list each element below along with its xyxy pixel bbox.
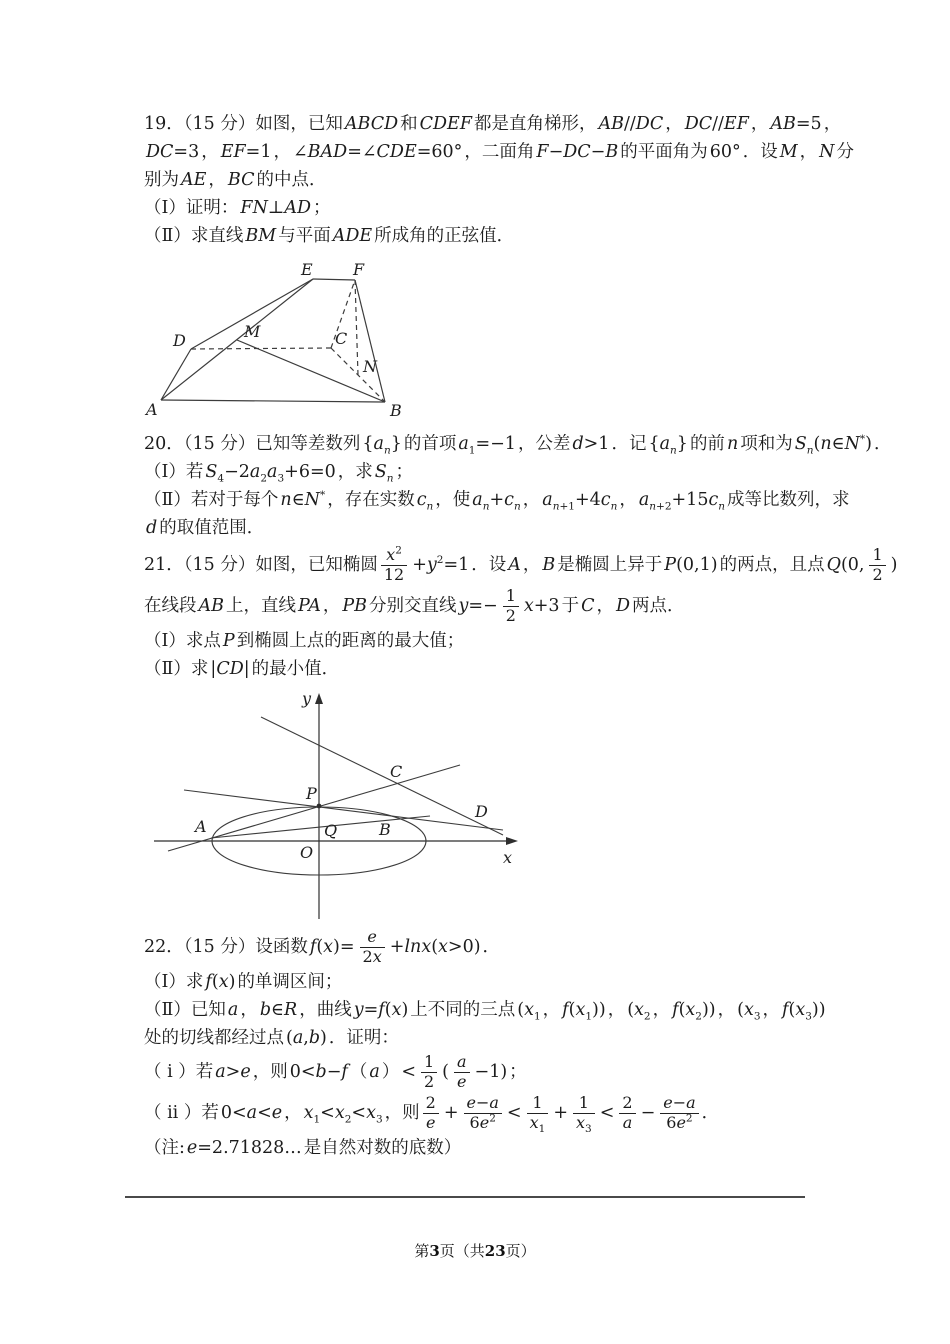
- figure-label-E: E: [301, 262, 313, 279]
- x-axis-arrow: [506, 837, 518, 845]
- math-run: Q(0,: [826, 554, 865, 575]
- text-run: ．设: [742, 142, 778, 162]
- text-run: ，: [823, 114, 842, 134]
- fraction: $\frac{e-a}{6e^2}$: [660, 1093, 698, 1134]
- text-run: 所成角的正弦值．: [374, 226, 515, 246]
- math-run: $\{a_n\}$: [648, 434, 688, 457]
- text-run: ，: [284, 1102, 302, 1123]
- text-run: （Ⅰ）证明：: [144, 198, 239, 218]
- problem-21-text: [144, 544, 898, 683]
- figure-label-B: B: [379, 819, 391, 839]
- figure-label-M: M: [244, 322, 261, 341]
- figure-label-A: A: [195, 816, 207, 836]
- problem-21: [144, 544, 898, 924]
- text-line: [144, 586, 864, 627]
- text-run: ，: [762, 999, 781, 1020]
- math-run: AB: [198, 595, 225, 616]
- footer-text-suffix: 页）: [505, 1242, 536, 1260]
- text-run: 的前: [689, 434, 725, 454]
- math-run: f(x): [205, 971, 236, 992]
- text-line: [144, 222, 864, 250]
- text-run: ，存在实数: [327, 490, 415, 510]
- text-run: 是自然对数的底数）: [303, 1137, 462, 1158]
- math-run: 0<a<e: [220, 1102, 283, 1123]
- math-run: $c_n$: [416, 490, 434, 513]
- text-run: ，: [240, 999, 258, 1020]
- text-run: ）: [381, 1061, 400, 1082]
- text-run: ，: [201, 142, 219, 162]
- text-run: 21．（15 分）如图，已知椭圆: [144, 554, 378, 575]
- text-run: 到椭圆上点的距离的最大值；: [236, 630, 465, 651]
- figure-label-A: A: [146, 400, 158, 419]
- math-run: $f(x_2)$): [672, 999, 716, 1023]
- figure-19-edges: [161, 279, 385, 402]
- math-run: y=−: [458, 595, 498, 616]
- math-run: <: [401, 1061, 416, 1082]
- text-run: ，则: [384, 1102, 420, 1123]
- math-run: n∈N*: [280, 489, 326, 510]
- text-run: 的两点，且点: [719, 554, 825, 575]
- text-line: [144, 110, 864, 138]
- math-run: $f(x_1)$): [562, 999, 606, 1023]
- problem-22: [144, 927, 864, 1162]
- math-run: −: [640, 1102, 656, 1123]
- text-run: 的首项: [403, 434, 457, 454]
- problem-19: [144, 110, 864, 424]
- fraction: $\frac{1}{2}$: [869, 545, 885, 586]
- text-line: [144, 486, 864, 514]
- text-run: ．证明：: [328, 1027, 399, 1048]
- text-run: ，曲线: [299, 999, 352, 1020]
- text-run: ，: [750, 114, 769, 134]
- math-run: d: [146, 518, 158, 538]
- math-run: a>e: [215, 1061, 251, 1082]
- math-run: d>1: [572, 434, 610, 454]
- math-run: ): [890, 554, 898, 575]
- text-run: 和: [400, 114, 418, 134]
- text-line: [144, 514, 864, 542]
- text-run: ，: [652, 999, 671, 1020]
- math-run: ($x_2$: [627, 999, 651, 1023]
- text-run: 成等比数列，求: [727, 490, 850, 510]
- math-run: PB: [342, 595, 367, 616]
- text-run: ，: [596, 595, 614, 616]
- math-run: 0<b−f: [289, 1061, 348, 1082]
- text-run: ．设: [471, 554, 507, 575]
- text-run: ，: [542, 999, 561, 1020]
- math-run: +lnx(x>0): [389, 936, 481, 957]
- math-run: x+3: [523, 595, 560, 616]
- math-run: DC=3: [146, 142, 200, 162]
- figure-label-C: C: [390, 761, 403, 781]
- math-run: B: [542, 554, 556, 575]
- fraction: $\frac{2}{e}$: [423, 1093, 439, 1134]
- text-line: [144, 544, 898, 586]
- math-run: a: [227, 999, 239, 1020]
- text-line: [144, 458, 864, 486]
- math-run: $a_{n+1}+4c_n$: [542, 490, 618, 513]
- math-run: P: [222, 630, 235, 651]
- math-run: DC//EF: [684, 114, 749, 134]
- figure-21-labels: [193, 689, 512, 867]
- text-run: 分别交直线: [368, 595, 457, 616]
- text-run: 19．（15 分）如图，已知: [144, 114, 343, 134]
- text-run: ，: [208, 170, 226, 190]
- y-axis-arrow: [315, 693, 323, 704]
- text-run: ，: [522, 554, 541, 575]
- math-run: $S_4-2a_2a_3+6=0$: [205, 462, 336, 485]
- text-run: ，: [619, 490, 637, 510]
- math-run: AE: [181, 170, 207, 190]
- fraction: $\frac{a}{e}$: [454, 1052, 470, 1093]
- text-run: （Ⅰ）求: [144, 971, 204, 992]
- text-run: ；: [313, 198, 331, 218]
- point-P-dot: [317, 803, 322, 808]
- math-run: N: [819, 142, 835, 162]
- math-run: BC: [227, 170, 255, 190]
- text-run: 项和为: [740, 434, 793, 454]
- text-line: [144, 996, 864, 1024]
- math-run: n: [726, 434, 739, 454]
- text-run: 22．（15 分）设函数: [144, 936, 308, 957]
- text-run: ，: [665, 114, 683, 134]
- fraction: $\frac{1}{2}$: [421, 1052, 437, 1093]
- math-run: A: [508, 554, 521, 575]
- text-run: 的最小值．: [251, 658, 340, 679]
- text-run: ；: [509, 1061, 527, 1082]
- problem-20-text: [144, 430, 892, 542]
- text-run: （Ⅱ）已知: [144, 999, 226, 1020]
- fraction: $\frac{e}{2x}$: [360, 927, 385, 968]
- text-line: [144, 1024, 864, 1052]
- page-number: 3: [429, 1242, 440, 1260]
- text-run: 分: [836, 142, 854, 162]
- math-run: a: [369, 1061, 380, 1082]
- math-run: f(x)=: [309, 936, 355, 957]
- math-run: $S_n(n\in N^*)$: [794, 433, 872, 457]
- text-run: （Ⅱ）求: [144, 658, 209, 679]
- text-run: 在线段: [144, 595, 197, 616]
- text-line: [144, 968, 864, 996]
- text-run: ，: [607, 999, 626, 1020]
- text-run: ，: [322, 595, 341, 616]
- text-run: 的单调区间；: [237, 971, 343, 992]
- text-run: （ ii ）若: [144, 1102, 219, 1123]
- problem-20: [144, 430, 892, 542]
- text-run: ．记: [611, 434, 647, 454]
- text-run: （Ⅰ）若: [144, 462, 204, 482]
- math-run: M: [779, 142, 798, 162]
- text-run: ，使: [435, 490, 471, 510]
- math-run: $+y^2=1$: [412, 554, 470, 575]
- text-line: [144, 1052, 864, 1093]
- text-run: ．: [482, 936, 501, 957]
- math-run: $S_n$: [374, 462, 394, 485]
- exam-content: [144, 110, 898, 1165]
- math-run: ADE: [332, 226, 373, 246]
- math-run: EF=1: [220, 142, 272, 162]
- text-run: ，求: [337, 462, 373, 482]
- total-pages: 23: [484, 1242, 506, 1260]
- figure-label-D: D: [475, 801, 488, 821]
- text-run: 是椭圆上异于: [557, 554, 663, 575]
- text-run: ．: [701, 1102, 720, 1123]
- math-run: $\{a_n\}$: [362, 434, 402, 457]
- text-run: ，则: [252, 1061, 288, 1082]
- math-run: (a,b): [286, 1027, 327, 1048]
- problem-22-text: [144, 927, 864, 1162]
- text-run: （Ⅰ）求点: [144, 630, 221, 651]
- text-run: 的平面角为: [620, 142, 708, 162]
- figure-label-F: F: [353, 262, 365, 279]
- fraction: $\frac{e-a}{6e^2}$: [464, 1093, 502, 1134]
- text-run: （Ⅱ）若对于每个: [144, 490, 279, 510]
- page-footer: [0, 1240, 950, 1261]
- math-run: FN⊥AD: [240, 198, 312, 218]
- text-run: ．: [873, 434, 892, 454]
- text-run: ，: [799, 142, 818, 162]
- figure-label-P: P: [306, 783, 317, 803]
- fraction: $\frac{1}{2}$: [503, 586, 519, 627]
- figure-label-x: x: [503, 847, 513, 867]
- math-run: −1): [474, 1061, 508, 1082]
- text-run: 两点．: [632, 595, 685, 616]
- math-run: +: [553, 1102, 568, 1123]
- math-run: C: [581, 595, 595, 616]
- figure-label-B: B: [390, 401, 402, 420]
- figure-19-labels: [144, 262, 402, 420]
- footer-divider: [125, 1196, 805, 1198]
- text-line: [144, 927, 864, 968]
- footer-text-middle: 页（共: [439, 1242, 485, 1260]
- math-run: D: [615, 595, 630, 616]
- math-run: BM: [245, 226, 277, 246]
- math-run: b∈R: [259, 999, 298, 1020]
- math-run: ABCD: [344, 114, 399, 134]
- text-line: [144, 138, 864, 166]
- math-run: PA: [298, 595, 321, 616]
- math-run: (: [442, 1061, 449, 1082]
- math-run: ($x_1$: [517, 999, 541, 1023]
- figure-label-C: C: [335, 329, 348, 348]
- math-run: <: [506, 1102, 522, 1123]
- text-run: 与平面: [278, 226, 331, 246]
- math-run: AB=5: [770, 114, 822, 134]
- figure-21-curves: [168, 717, 503, 875]
- text-run: 上不同的三点: [410, 999, 516, 1020]
- text-run: ，: [717, 999, 736, 1020]
- math-run: CDEF: [419, 114, 472, 134]
- text-run: 20．（15 分）已知等差数列: [144, 434, 361, 454]
- fraction: $\frac{1}{x_1}$: [527, 1093, 549, 1134]
- text-run: ，二面角: [464, 142, 535, 162]
- text-run: （注:: [144, 1137, 185, 1158]
- math-run: $x_1<x_2<x_3$: [303, 1102, 383, 1126]
- math-run: y=f(x): [353, 999, 409, 1020]
- figure-label-D: D: [173, 331, 186, 350]
- text-run: ；: [395, 462, 414, 482]
- text-line: [144, 166, 864, 194]
- text-run: 于: [561, 595, 580, 616]
- text-line: [144, 430, 892, 458]
- math-run: $a_{n+2}+15c_n$: [638, 490, 726, 513]
- fraction: $\frac{2}{a}$: [619, 1093, 635, 1134]
- fraction: $\frac{x^2}{12}$: [381, 545, 407, 586]
- text-line: [144, 1134, 864, 1162]
- math-run: AB//DC: [598, 114, 664, 134]
- math-run: $a_1=-1$: [458, 434, 516, 457]
- math-run: F−DC−B: [536, 142, 619, 162]
- text-run: ，: [273, 142, 291, 162]
- text-run: （Ⅱ）求直线: [144, 226, 244, 246]
- text-run: ，公差: [517, 434, 571, 454]
- text-run: （ i ）若: [144, 1061, 214, 1082]
- footer-text-prefix: 第: [414, 1242, 430, 1260]
- figure-label-y: y: [302, 688, 312, 708]
- math-run: 60°: [709, 142, 741, 162]
- math-run: $a_n+c_n$: [472, 490, 521, 513]
- math-run: P(0,1): [664, 554, 718, 575]
- text-run: ，: [522, 490, 541, 510]
- math-run: e=2.71828…: [186, 1137, 302, 1158]
- text-line: [144, 194, 864, 222]
- math-run: <: [599, 1102, 615, 1123]
- fraction: $\frac{1}{x_3}$: [573, 1093, 595, 1134]
- figure-label-Q: Q: [324, 820, 338, 840]
- figure-label-N: N: [363, 357, 377, 376]
- text-run: 的取值范围．: [159, 518, 265, 538]
- math-run: $f(x_3)$): [782, 999, 826, 1023]
- figure-solid-trapezoids: [138, 262, 418, 424]
- text-run: 别为: [144, 170, 179, 190]
- math-run: +: [443, 1102, 459, 1123]
- math-run: |CD|: [210, 658, 250, 679]
- text-run: 的中点．: [256, 170, 327, 190]
- text-line: [144, 655, 864, 683]
- text-line: [144, 627, 864, 655]
- math-run: ∠BAD=∠CDE=60°: [292, 142, 463, 162]
- problem-19-text: [144, 110, 864, 250]
- figure-ellipse-lines: [146, 689, 526, 924]
- text-run: 处的切线都经过点: [144, 1027, 284, 1048]
- figure-label-O: O: [300, 842, 314, 862]
- text-run: 都是直角梯形，: [473, 114, 597, 134]
- text-line: [144, 1093, 864, 1134]
- text-run: （: [349, 1061, 368, 1082]
- figure-21-axes: [154, 693, 518, 919]
- text-run: 上，直线: [226, 595, 297, 616]
- math-run: ($x_3$: [737, 999, 761, 1023]
